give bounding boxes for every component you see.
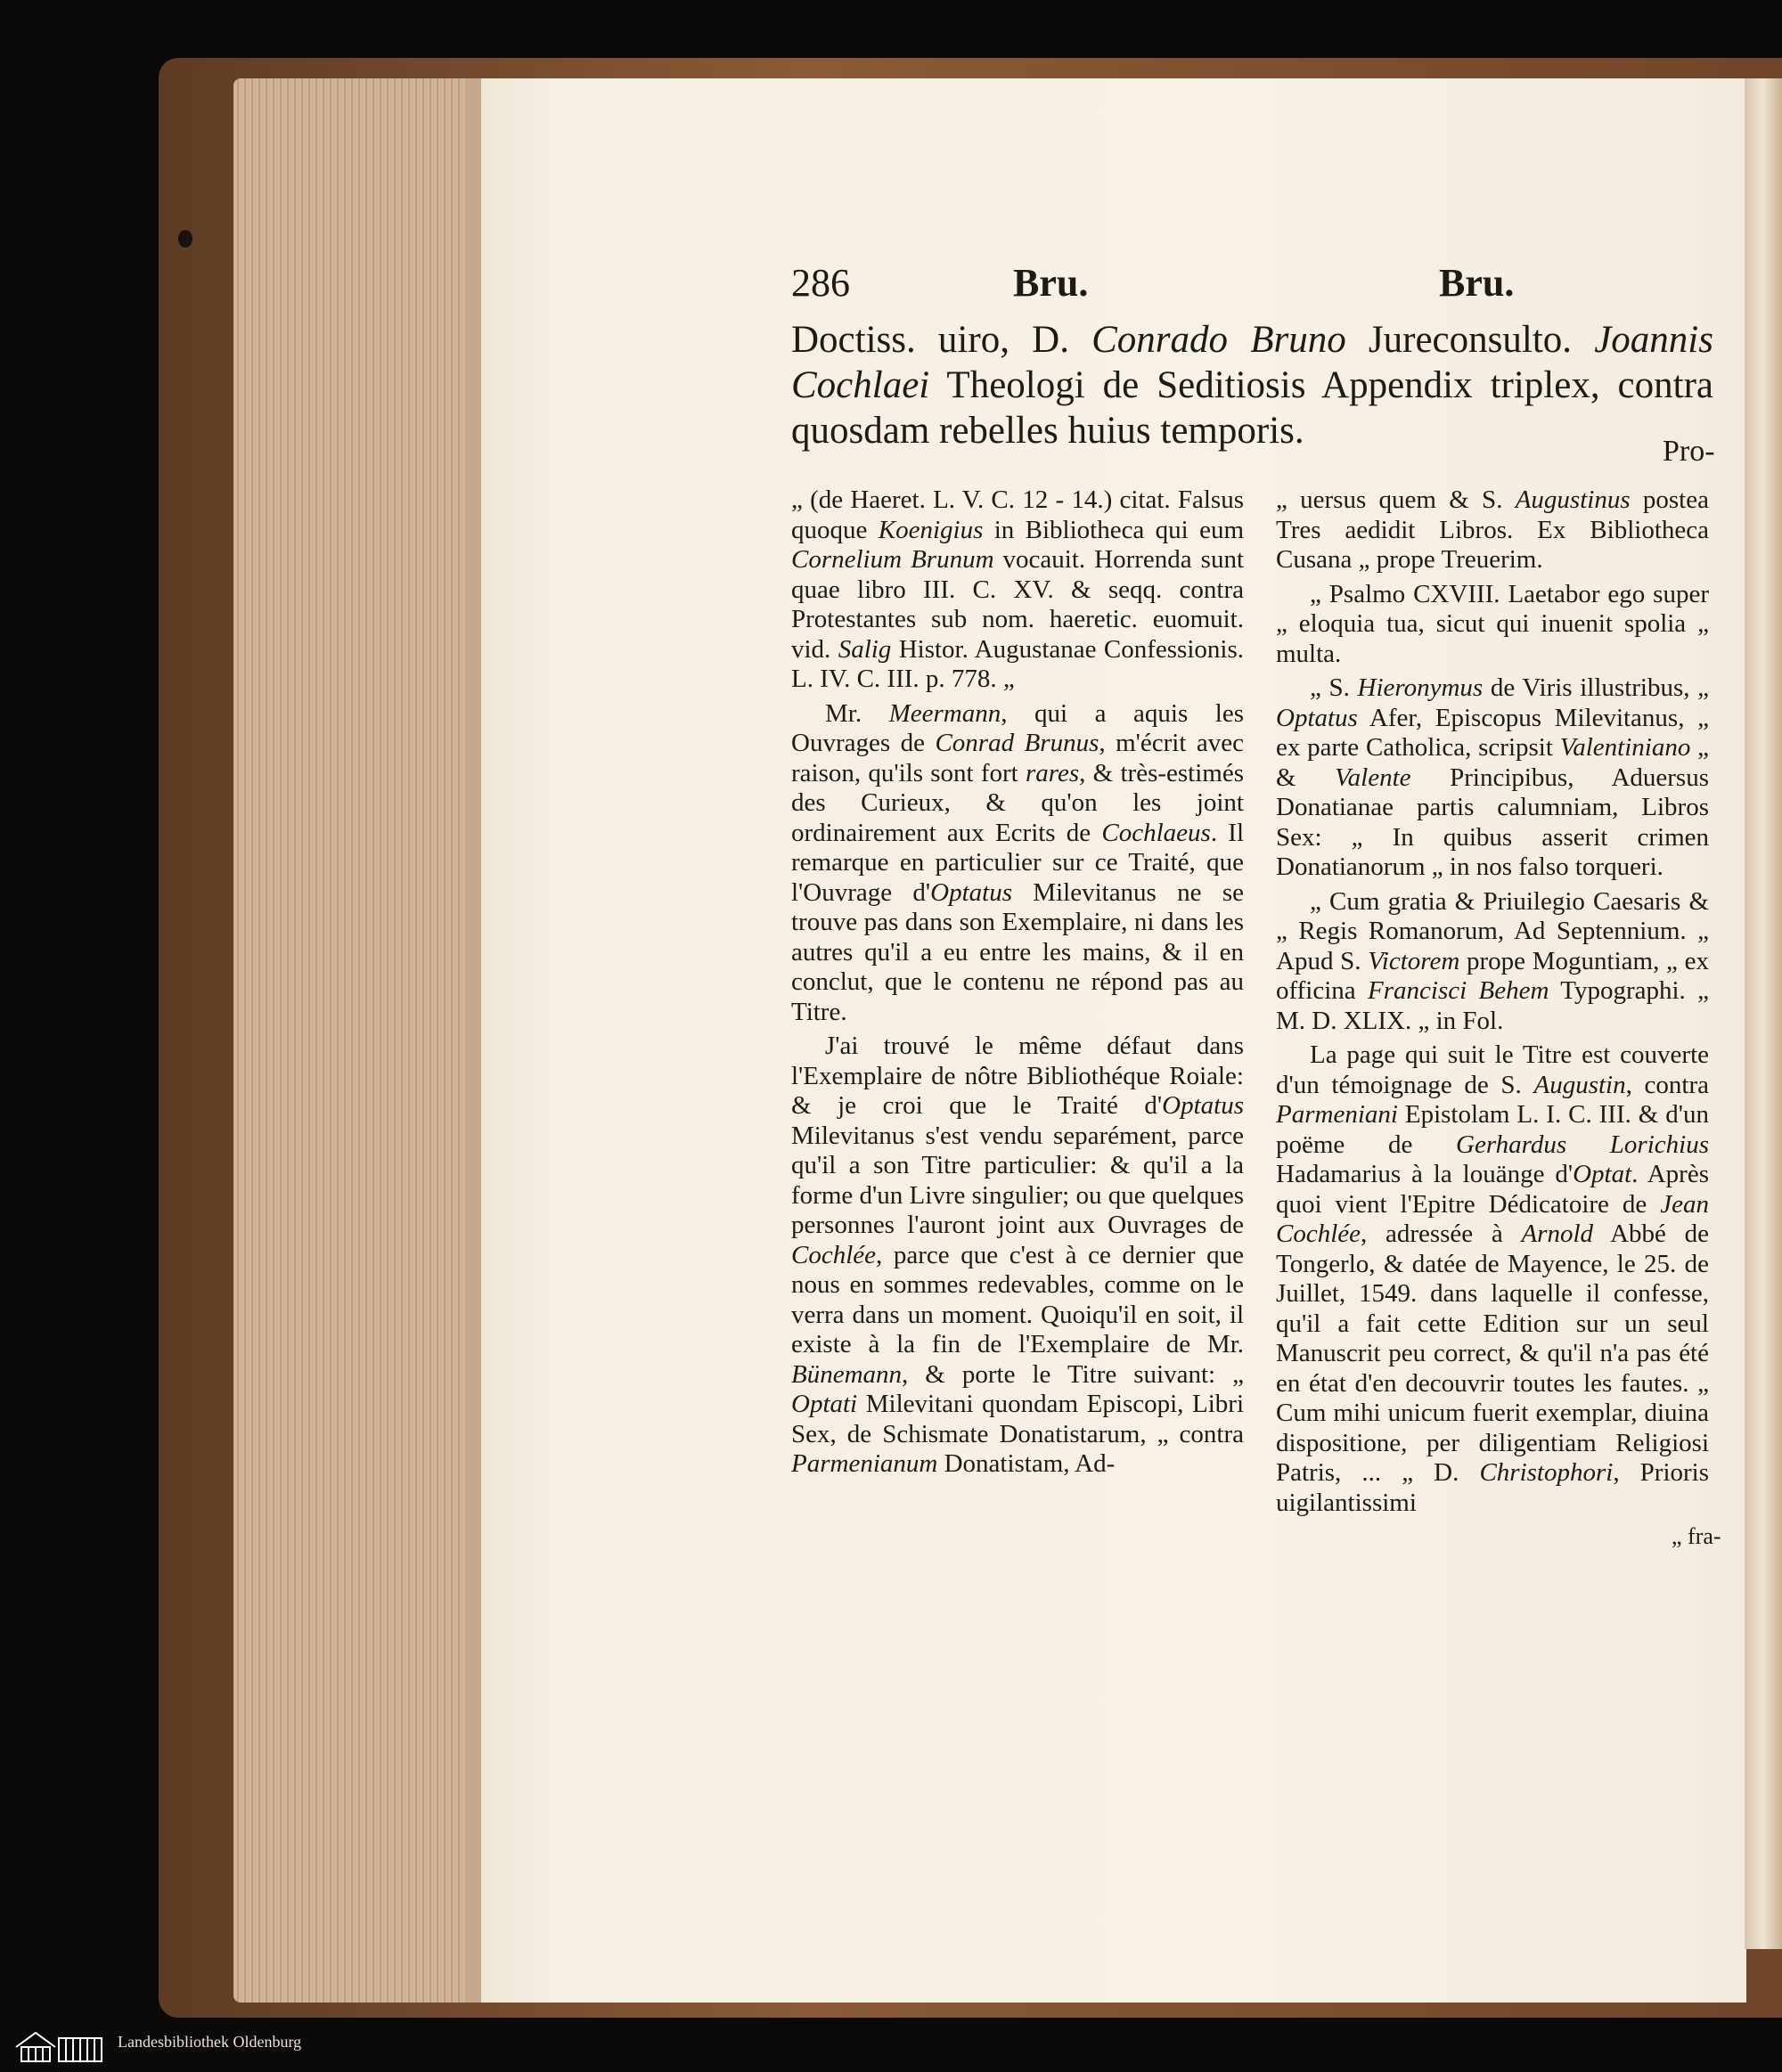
- paragraph-privilegio: „ Cum gratia & Priuilegio Caesaris & „ Regis Romanorum, Ad Septennium. „ Apud S. Victorem prope Moguntiam, „ ex officina Francisci Behem Typographi. „ M. D. XLIX. „ in Fol.: [1276, 886, 1710, 1035]
- paragraph-meermann: Mr. Meermann, qui a aquis les Ouvrages de Conrad Brunus, m'écrit avec raison, qu'ils sont fort rares, & très-estimés des Curieux, & qu'on les joint ordinairement aux Ecrits de Cochlaeus. Il remarque en particulier sur ce Traité, que l'Ouvrage d'Optatus Milevitanus ne se trouve pas dans son Exemplaire, ni dans les autres qu'il a eu entre les mains, & il en conclut, que le contenu ne répond pas au Titre.: [791, 698, 1245, 1026]
- paragraph-psalmo: „ Psalmo CXVIII. Laetabor ego super „ eloquia tua, sicut qui inuenit spolia „ multa.: [1276, 579, 1709, 668]
- left-column: [791, 485, 1244, 1484]
- gutter: [465, 78, 483, 2003]
- cover-nail: [178, 230, 192, 248]
- running-head-left: Bru.: [1013, 261, 1089, 305]
- right-column: [1276, 485, 1709, 1522]
- paragraph-hieronymus: „ S. Hieronymus de Viris illustribus, „ Optatus Afer, Episcopus Milevitanus, „ ex parte Catholica, scripsit Valentiniano „ & Valente Principibus, Aduersus Donatianae partis calumniam, Libros Sex: „ In quibus asserit crimen Donatianorum „ in nos falso torqueri.: [1276, 673, 1710, 881]
- paragraph-defaut: J'ai trouvé le même défaut dans l'Exemplaire de nôtre Bibliothéque Roiale: & je croi que le Traité d'Optatus Milevitanus s'est vendu separément, parce qu'il a son Titre particulier: & qu'il a la forme d'un Livre singulier; ou que quelques personnes l'auront joint aux Ouvrages de Cochlée, parce que c'est à ce dernier que nous en sommes redevables, comme on le verra dans un moment. Quoiqu'il en soit, il existe à la fin de l'Exemplaire de Mr. Bünemann, & porte le Titre suivant: „ Optati Milevitani quondam Episcopi, Libri Sex, de Schismate Donatistarum, „ contra Parmenianum Donatistam, Ad-: [791, 1032, 1244, 1478]
- paragraph-page-suivante: La page qui suit le Titre est couverte d'un témoignage de S. Augustin, contra Parmeniani Epistolam L. I. C. III. & d'un poëme de Gerhardus Lorichius Hadamarius à la louänge d'Optat. Après quoi vient l'Epitre Dédicatoire de Jean Cochlée, adressée à Arnold Abbé de Tongerlo, & datée de Mayence, le 25. de Juillet, 1549. dans laquelle il confesse, qu'il a fait cette Edition sur un seul Manuscrit peu correct, & qu'il n'a pas été en état d'en decouvrir toutes les fautes. „ Cum mihi unicum fuerit exemplar, diuina dispositione, per diligentiam Religiosi Patris, ... „ D. Christophori, Prioris uigilantissimi: [1276, 1040, 1710, 1517]
- library-name: Landesbibliothek Oldenburg: [118, 2033, 302, 2051]
- page-stack-edge: [233, 78, 472, 2003]
- facing-page-edge: [1745, 78, 1782, 1949]
- catchword-bottom: „ fra-: [1672, 1523, 1721, 1549]
- paragraph-quote-continuation: „ (de Haeret. L. V. C. 12 - 14.) citat. Falsus quoque Koenigius in Bibliotheca qui eum Cornelium Brunum vocauit. Horrenda sunt quae libro III. C. XV. & seqq. contra Protestantes sub nom. haeretic. euomuit. vid. Salig Histor. Augustanae Confessionis. L. IV. C. III. p. 778. „: [791, 485, 1245, 693]
- page-number: 286: [791, 261, 850, 305]
- running-head-right: Bru.: [1439, 261, 1515, 305]
- library-logo-icon: [12, 2027, 105, 2065]
- entry-title: Doctiss. uiro, D. Conrado Bruno Jureconsulto. Joannis Cochlaei Theologi de Seditiosis Appendix triplex, contra quosdam rebelles huius temporis.: [791, 319, 1713, 452]
- paragraph-quote-augustinus: „ uersus quem & S. Augustinus postea Tres aedidit Libros. Ex Bibliotheca Cusana „ prope Treuerim.: [1276, 485, 1709, 574]
- catchword-top: Pro-: [1663, 435, 1715, 468]
